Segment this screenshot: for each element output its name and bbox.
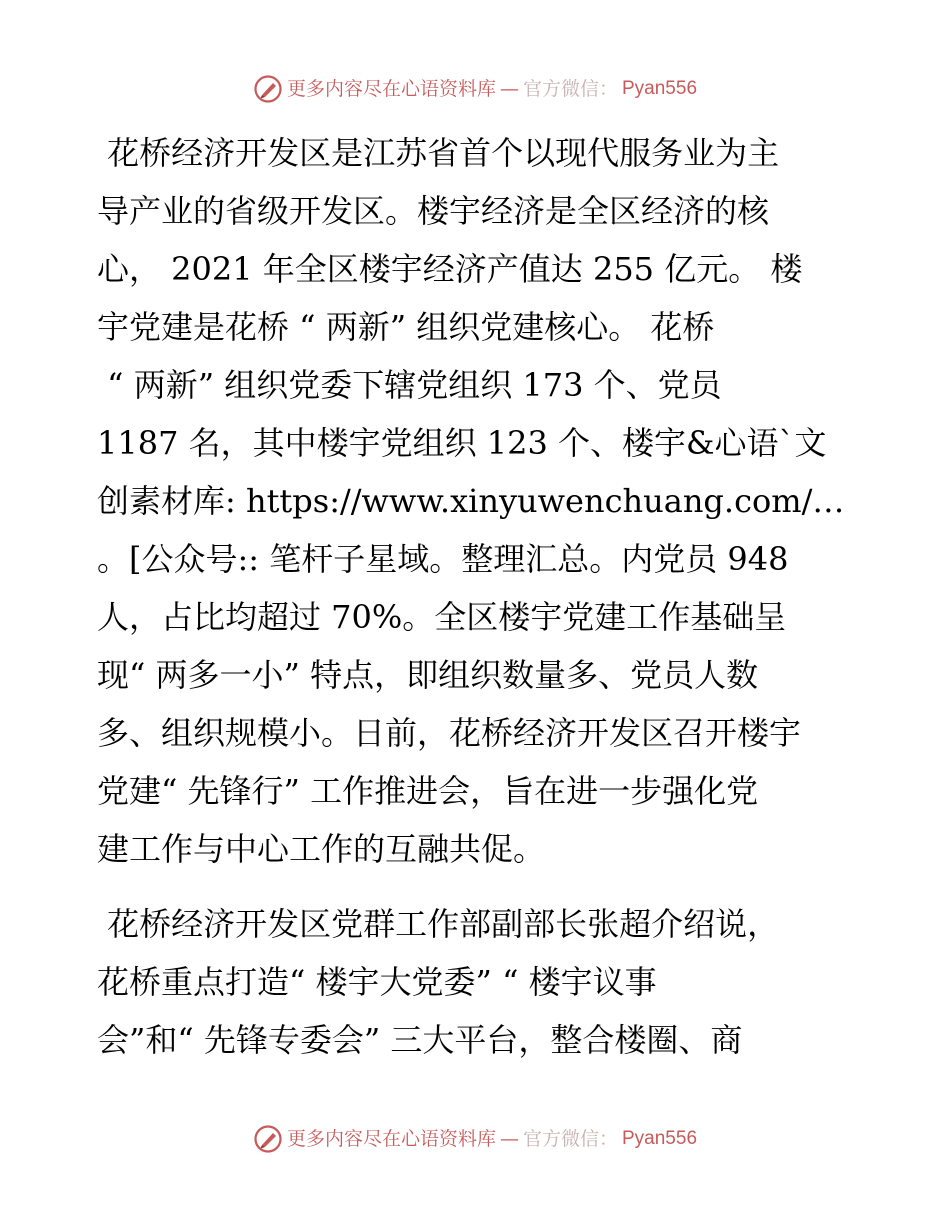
text-line: 会”和“ 先锋专委会” 三大平台，整合楼圈、商	[97, 1021, 743, 1059]
watermark-footer	[0, 1124, 950, 1154]
watermark-wechat-label: 官方微信：	[522, 78, 618, 100]
text-line: 多、组织规模小。日前，花桥经济开发区召开楼宇	[97, 714, 802, 752]
text-line: 宇党建是花桥 “ 两新” 组织党建核心。 花桥	[97, 308, 715, 346]
text-line: 心， 2021 年全区楼宇经济产值达 255 亿元。 楼	[97, 250, 803, 288]
pen-circle-logo-icon	[253, 74, 283, 104]
watermark-main-text: 更多内容尽在心语资料库	[286, 78, 496, 100]
text-line: 人，占比均超过 70%。全区楼宇党建工作基础呈	[97, 598, 787, 636]
watermark-main-text: 更多内容尽在心语资料库	[286, 1128, 496, 1150]
watermark-dash: —	[499, 1128, 519, 1150]
text-line: 1187 名，其中楼宇党组织 123 个、楼宇&心语`文	[97, 424, 827, 462]
text-line: 花桥重点打造“ 楼宇大党委” “ 楼宇议事	[97, 963, 657, 1001]
text-line: 花桥经济开发区是江苏省首个以现代服务业为主	[97, 134, 780, 172]
watermark-header	[0, 74, 950, 104]
text-line: 创素材库: https://www.xinyuwenchuang.com/…	[97, 482, 845, 520]
text-line: 党建“ 先锋行” 工作推进会，旨在进一步强化党	[97, 772, 759, 810]
paragraph-2	[97, 895, 853, 1069]
watermark-wechat-id: Pyan556	[622, 78, 698, 99]
text-line: 现“ 两多一小” 特点，即组织数量多、党员人数	[97, 656, 759, 694]
article-body	[97, 124, 853, 1069]
watermark-wechat-id: Pyan556	[622, 1128, 698, 1149]
text-line: 建工作与中心工作的互融共促。	[97, 830, 546, 868]
paragraph-1	[97, 124, 853, 878]
watermark-dash: —	[499, 78, 519, 100]
text-line: 。[公众号:: 笔杆子星域。整理汇总。内党员 948	[97, 540, 789, 578]
text-line: “ 两新” 组织党委下辖党组织 173 个、党员	[97, 366, 722, 404]
text-line: 导产业的省级开发区。楼宇经济是全区经济的核	[97, 192, 770, 230]
text-line: 花桥经济开发区党群工作部副部长张超介绍说，	[97, 905, 780, 943]
paragraph-spacer	[97, 878, 853, 895]
pen-circle-logo-icon	[253, 1124, 283, 1154]
watermark-wechat-label: 官方微信：	[522, 1128, 618, 1150]
